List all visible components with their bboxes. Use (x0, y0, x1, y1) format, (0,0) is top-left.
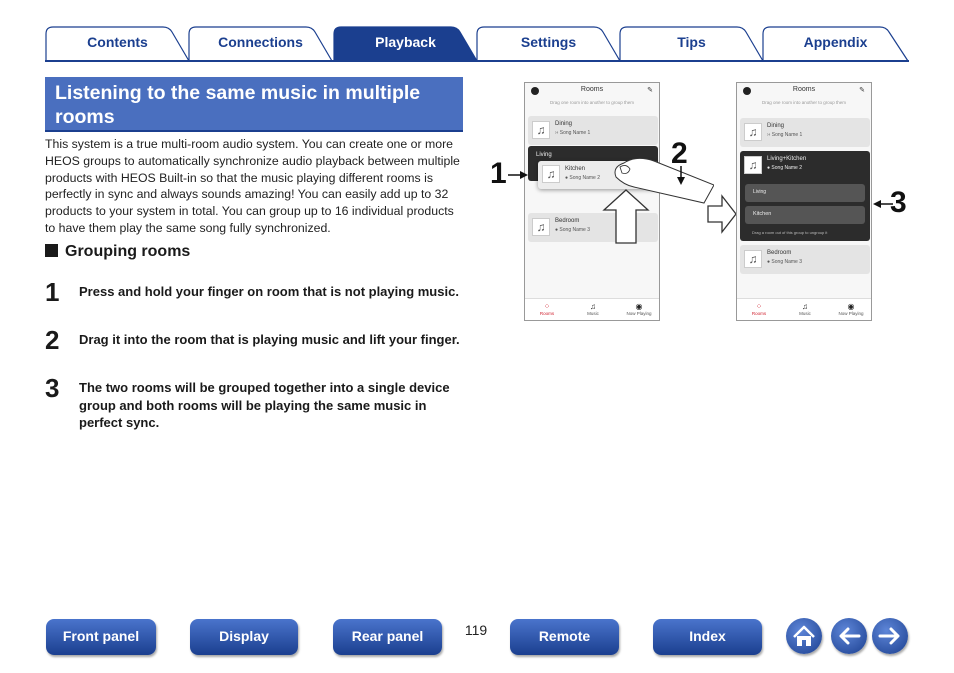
phone-hint: Drag one room into another to group them (549, 100, 635, 105)
phone-header (525, 83, 659, 99)
rooms-icon: ⁘ (543, 302, 551, 311)
page-title: Listening to the same music in multiple rooms (55, 82, 421, 128)
phone-header (737, 83, 871, 99)
callout-1 (490, 157, 507, 191)
play-circle-icon: ◉ (635, 302, 643, 311)
nav-label: Music (799, 311, 811, 316)
up-arrow-icon (604, 190, 648, 243)
tabs-divider (45, 60, 909, 62)
phone-screen-after (736, 82, 872, 321)
home-icon (786, 618, 822, 654)
remote-button[interactable]: Remote (510, 619, 619, 655)
music-note-icon: ♫ (744, 156, 762, 174)
room-name: Dining (555, 121, 573, 127)
nav-label: Now Playing (626, 311, 652, 316)
room-song: ● Song Name 3 (767, 259, 802, 265)
tab-settings[interactable] (476, 26, 621, 62)
member-name: Living (753, 189, 767, 195)
room-name: Living+Kitchen (767, 156, 807, 162)
room-name: Kitchen (565, 166, 586, 172)
music-note-icon: ♫ (744, 123, 762, 141)
group-member-living (745, 184, 865, 202)
play-circle-icon: ◉ (847, 302, 855, 311)
nav-rooms[interactable] (532, 302, 562, 316)
tab-tips[interactable] (619, 26, 764, 62)
music-icon: ♫ (802, 302, 808, 311)
nav-music[interactable] (790, 302, 820, 316)
music-note-icon: ♫ (744, 250, 762, 268)
phone-title: Rooms (580, 86, 604, 93)
arrow-right-icon (872, 618, 908, 654)
phone-nav-bar (737, 298, 871, 320)
room-name: Bedroom (767, 250, 792, 256)
phone-nav-bar (525, 298, 659, 320)
front-panel-button[interactable]: Front panel (46, 619, 156, 655)
step-text: The two rooms will be grouped together into a single device group and both rooms will be playing the same music in perfect sync. (79, 380, 450, 430)
music-icon: ♫ (590, 302, 596, 311)
step-number: 1 (45, 277, 60, 307)
room-song: ● Song Name 3 (555, 227, 590, 233)
tab-contents[interactable] (45, 26, 190, 62)
group-hint: Drag a room out of this group to ungroup it (752, 230, 828, 235)
index-button[interactable]: Index (653, 619, 762, 655)
sub-heading-text: Grouping rooms (65, 243, 191, 260)
nav-music[interactable] (578, 302, 608, 316)
square-bullet-icon (45, 244, 58, 257)
arrow-left-icon (831, 618, 867, 654)
home-button[interactable] (786, 618, 822, 654)
phone-title: Rooms (792, 86, 816, 93)
edit-icon: ✎ (647, 87, 653, 94)
room-name: Dining (767, 123, 785, 129)
group-member-kitchen (745, 206, 865, 224)
intro-paragraph: This system is a true multi-room audio system. You can create one or more HEOS groups to automatically synchronize audio playback between multiple products with HEOS Built-in so that the music playing different rooms is perfectly in sync and always sounds amazing! You can easily add up to 32 products to your system in total. You can group up to 16 individual products to have them play the same song fully synchronized. (45, 137, 460, 235)
song-name: Song Name 2 (771, 165, 802, 171)
callout-number: 2 (671, 137, 688, 170)
callout-3-arrow-icon (873, 199, 893, 209)
room-group-living-kitchen (740, 151, 870, 241)
nav-label: Music (587, 311, 599, 316)
room-song: ● Song Name 2 (565, 175, 600, 181)
tab-playback[interactable] (333, 26, 478, 62)
back-button[interactable] (831, 618, 867, 654)
callout-number: 3 (890, 186, 907, 219)
step-number: 2 (45, 325, 60, 355)
nav-now-playing[interactable] (624, 302, 654, 316)
callout-number: 1 (490, 157, 507, 190)
sub-heading (45, 243, 190, 261)
music-note-icon: ♫ (532, 121, 550, 139)
song-name: Song Name 3 (559, 227, 590, 233)
nav-label: Rooms (751, 311, 767, 316)
tab-label: Contents (87, 34, 148, 50)
tab-label: Playback (375, 34, 436, 50)
phone-hint: Drag one room into another to group them (761, 100, 847, 105)
nav-now-playing[interactable] (836, 302, 866, 316)
step-number: 3 (45, 373, 60, 403)
tab-connections[interactable] (188, 26, 333, 62)
step-text: Press and hold your finger on room that is not playing music. (79, 284, 459, 299)
nav-label: Rooms (539, 311, 555, 316)
tab-label: Tips (677, 34, 706, 50)
step-text: Drag it into the room that is playing music and lift your finger. (79, 332, 460, 347)
tab-label: Appendix (803, 34, 868, 50)
room-song: ›› Song Name 1 (555, 130, 591, 136)
room-song: ● Song Name 2 (767, 165, 802, 171)
rear-panel-button[interactable]: Rear panel (333, 619, 442, 655)
song-name: Song Name 1 (771, 132, 803, 138)
tab-label: Connections (218, 34, 303, 50)
room-name: Bedroom (555, 218, 580, 224)
transition-arrow-icon (706, 194, 738, 234)
room-bedroom (740, 245, 870, 274)
music-note-icon: ♫ (532, 218, 550, 236)
callout-1-arrow-icon (508, 170, 528, 180)
edit-icon: ✎ (859, 87, 865, 94)
song-name: Song Name 3 (771, 259, 802, 265)
tab-label: Settings (520, 34, 577, 50)
room-dining (740, 118, 870, 147)
nav-rooms[interactable] (744, 302, 774, 316)
display-button[interactable]: Display (190, 619, 298, 655)
forward-button[interactable] (872, 618, 908, 654)
song-name: Song Name 1 (559, 130, 591, 136)
nav-label: Now Playing (838, 311, 864, 316)
room-dining (528, 116, 658, 145)
rooms-icon: ⁘ (755, 302, 763, 311)
callout-2-arrow-icon (675, 166, 687, 186)
section-heading (45, 77, 463, 132)
room-name: Living (536, 152, 552, 158)
member-name: Kitchen (753, 211, 772, 217)
room-song: ›› Song Name 1 (767, 132, 803, 138)
page-number: 119 (464, 622, 488, 638)
tab-appendix[interactable] (762, 26, 909, 62)
music-note-icon: ♫ (542, 165, 560, 183)
top-tabs (45, 26, 909, 62)
song-name: Song Name 2 (569, 175, 600, 181)
